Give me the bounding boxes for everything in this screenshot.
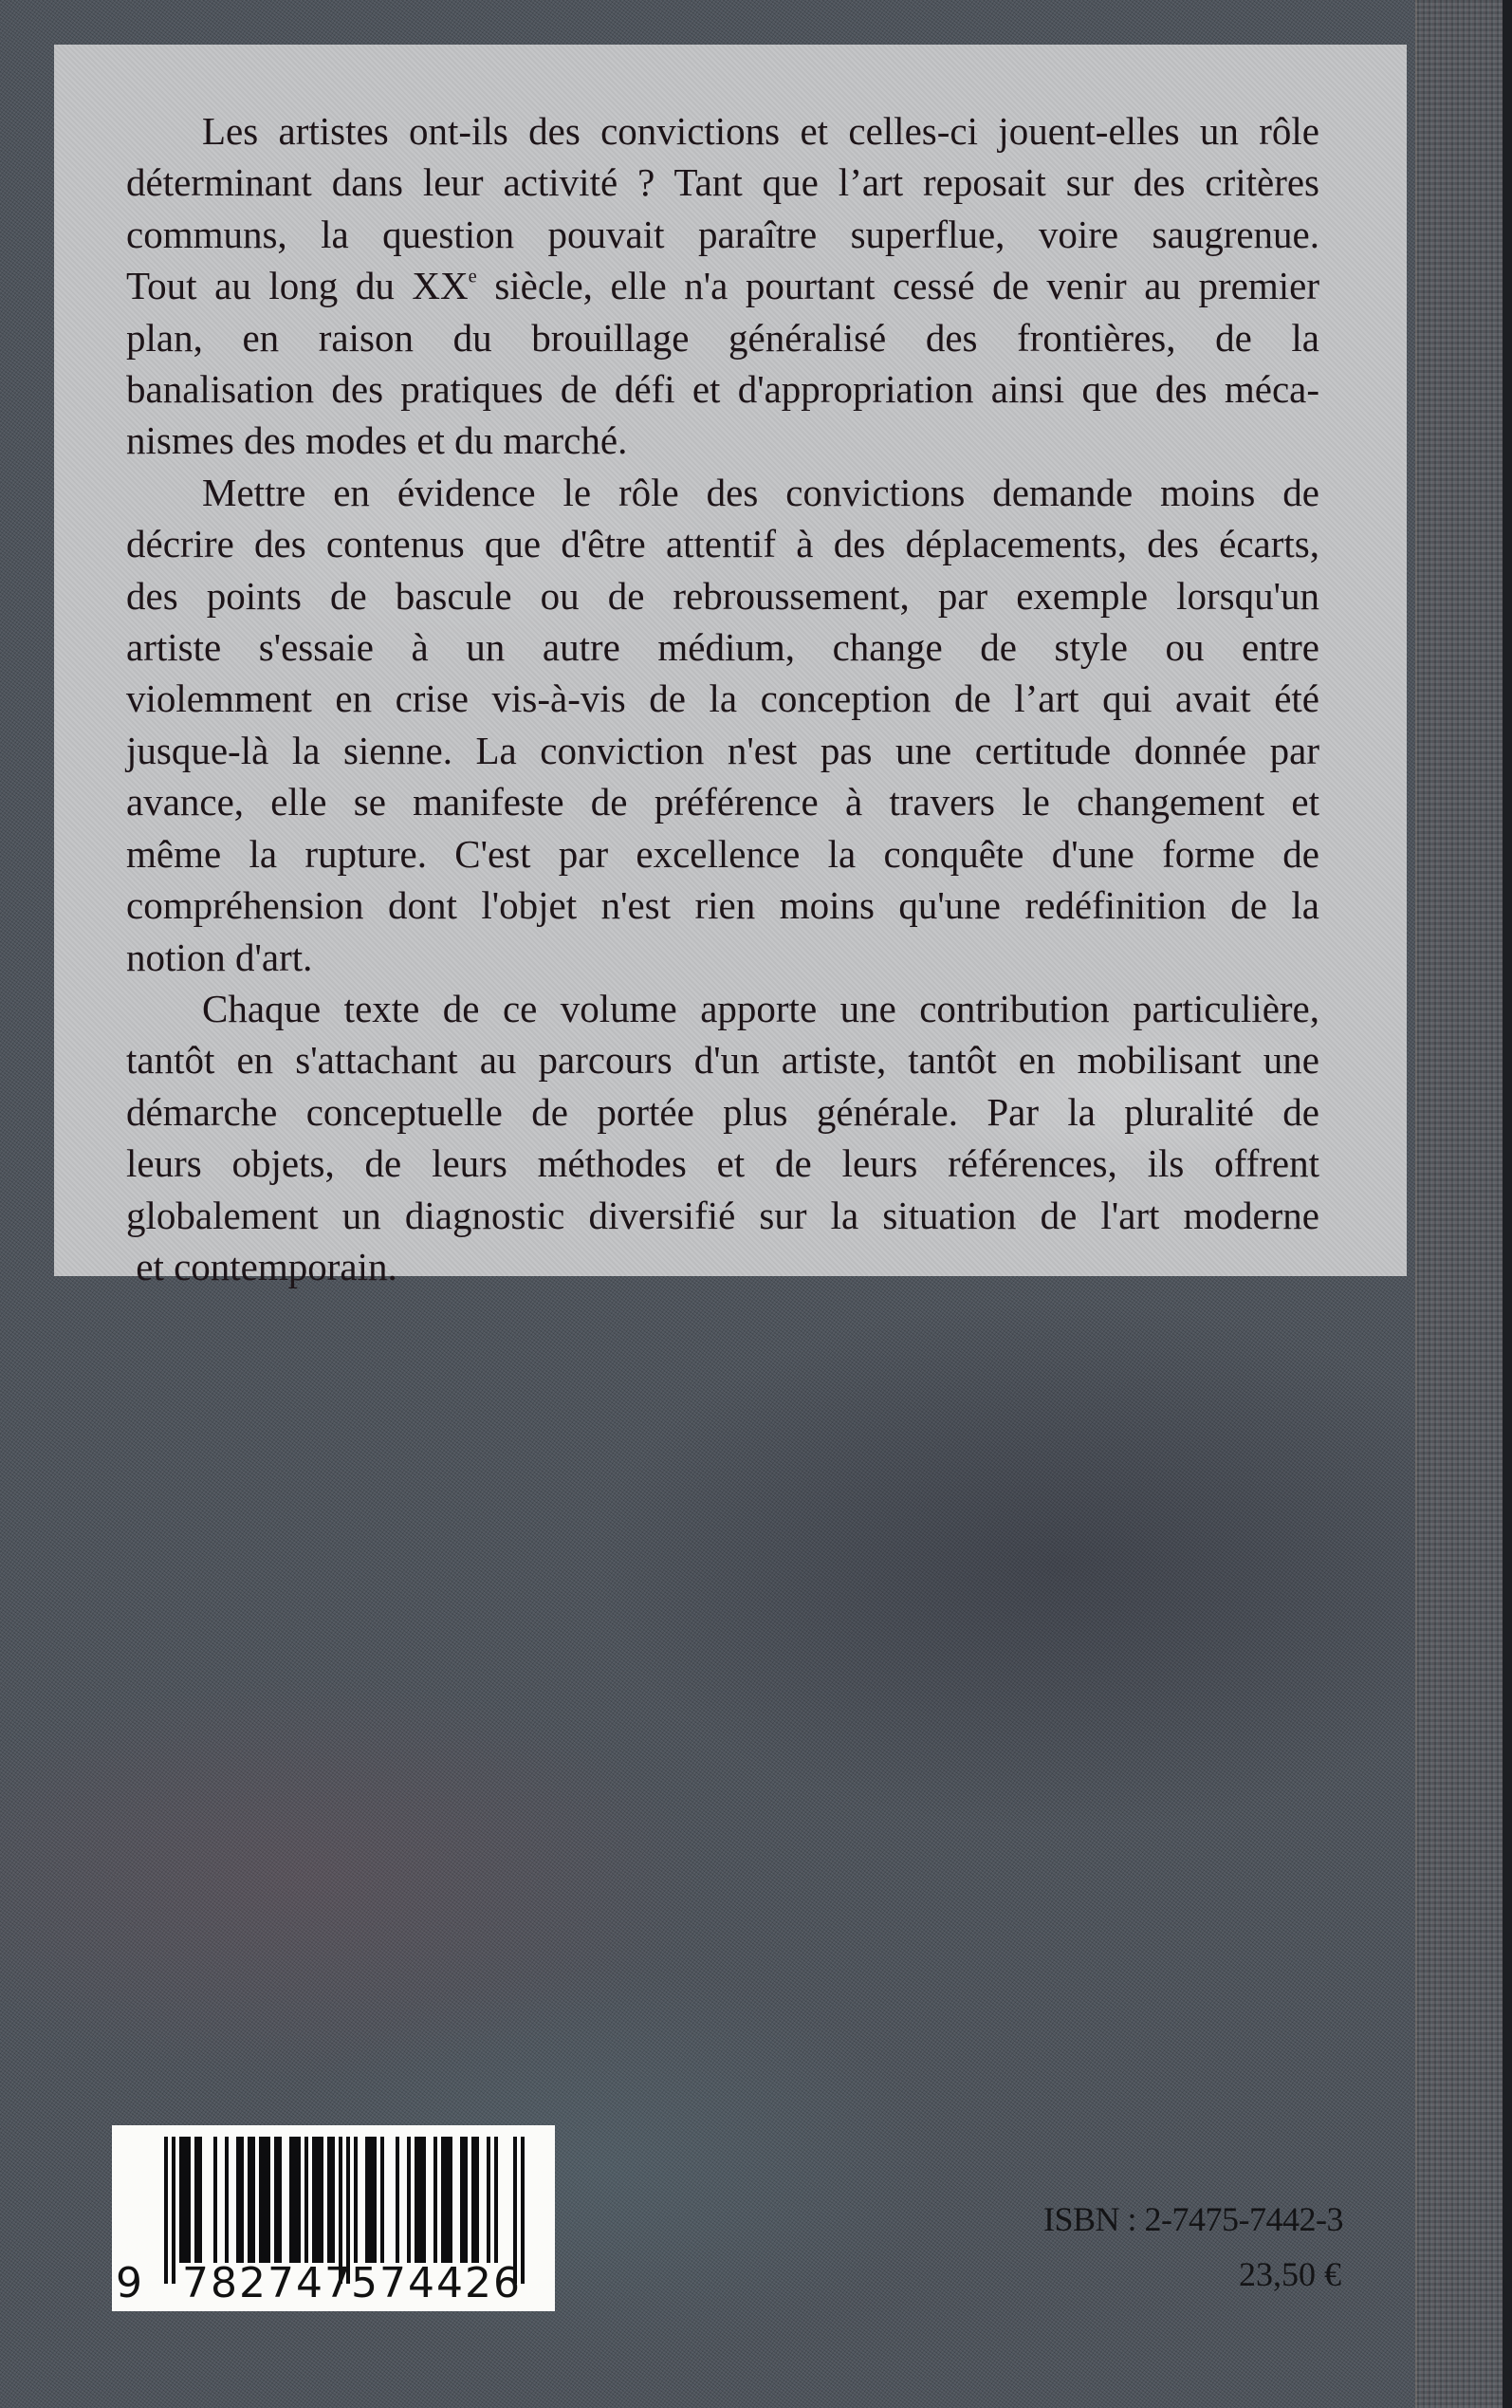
blurb-paragraph-1 bbox=[126, 105, 1319, 467]
ordinal-suffix: e bbox=[468, 266, 477, 287]
text-line: Chaque texte de ce volume apporte une contribution particulière, bbox=[202, 986, 1319, 1030]
barcode-right-digits: 574426 bbox=[351, 2259, 522, 2307]
price-label: 23,50 € bbox=[1239, 2255, 1341, 2293]
text-line: décrire des contenus que d'être attentif à des déplacements, des écarts, bbox=[126, 522, 1319, 566]
text-line: démarche conceptuelle de portée plus générale. Par la pluralité de bbox=[126, 1089, 1319, 1134]
book-spine bbox=[1415, 0, 1504, 2408]
text-line: nismes des modes et du marché. bbox=[126, 418, 628, 463]
text-line: communs, la question pouvait paraître superflue, voire saugrenue. bbox=[126, 212, 1319, 256]
barcode bbox=[112, 2125, 555, 2311]
text-line-rest: siècle, elle n'a pourtant cessé de venir au premier bbox=[476, 264, 1319, 308]
text-line: déterminant dans leur activité ? Tant que l’art reposait sur des critères bbox=[126, 160, 1319, 205]
text-line: plan, en raison du brouillage généralisé des frontières, de la bbox=[126, 315, 1319, 360]
text-line: jusque-là la sienne. La conviction n'est pas une certitude donnée par bbox=[126, 728, 1319, 772]
blurb-paragraph-3 bbox=[126, 983, 1319, 1292]
text-line: même la rupture. C'est par excellence la conquête d'une forme de bbox=[126, 831, 1319, 876]
text-line: leurs objets, de leurs méthodes et de leurs références, ils offrent bbox=[126, 1141, 1319, 1186]
blurb-panel bbox=[54, 45, 1407, 1288]
text-line: Mettre en évidence le rôle des convictions demande moins de bbox=[202, 470, 1319, 514]
text-line bbox=[126, 260, 1319, 311]
text-line: avance, elle se manifeste de préférence à travers le changement et bbox=[126, 780, 1319, 824]
barcode-left-digits: 782747 bbox=[182, 2259, 353, 2307]
text-line: artiste s'essaie à un autre médium, change de style ou entre bbox=[126, 625, 1319, 670]
blurb-paragraph-2 bbox=[126, 467, 1319, 983]
text-line: des points de bascule ou de rebroussement, par exemple lorsqu'un bbox=[126, 573, 1319, 618]
spine-edge bbox=[1503, 0, 1512, 2408]
text-line: globalement un diagnostic diversifié sur la situation de l'art moderne bbox=[126, 1193, 1319, 1237]
text-line: compréhension dont l'objet n'est rien moins qu'une redéfinition de la bbox=[126, 883, 1319, 928]
barcode-first-digit: 9 bbox=[116, 2259, 144, 2307]
text-line: banalisation des pratiques de défi et d'appropriation ainsi que des méca- bbox=[126, 367, 1319, 412]
text-line: et contemporain. bbox=[126, 1244, 397, 1288]
text-line: Les artistes ont-ils des convictions et celles-ci jouent-elles un rôle bbox=[202, 109, 1319, 153]
century-label: Tout au long du XX bbox=[126, 264, 469, 308]
text-line: notion d'art. bbox=[126, 935, 313, 979]
text-line: tantôt en s'attachant au parcours d'un artiste, tantôt en mobilisant une bbox=[126, 1038, 1319, 1083]
isbn-label: ISBN : 2-7475-7442-3 bbox=[1043, 2200, 1343, 2238]
text-line: violemment en crise vis-à-vis de la conception de l’art qui avait été bbox=[126, 676, 1319, 721]
